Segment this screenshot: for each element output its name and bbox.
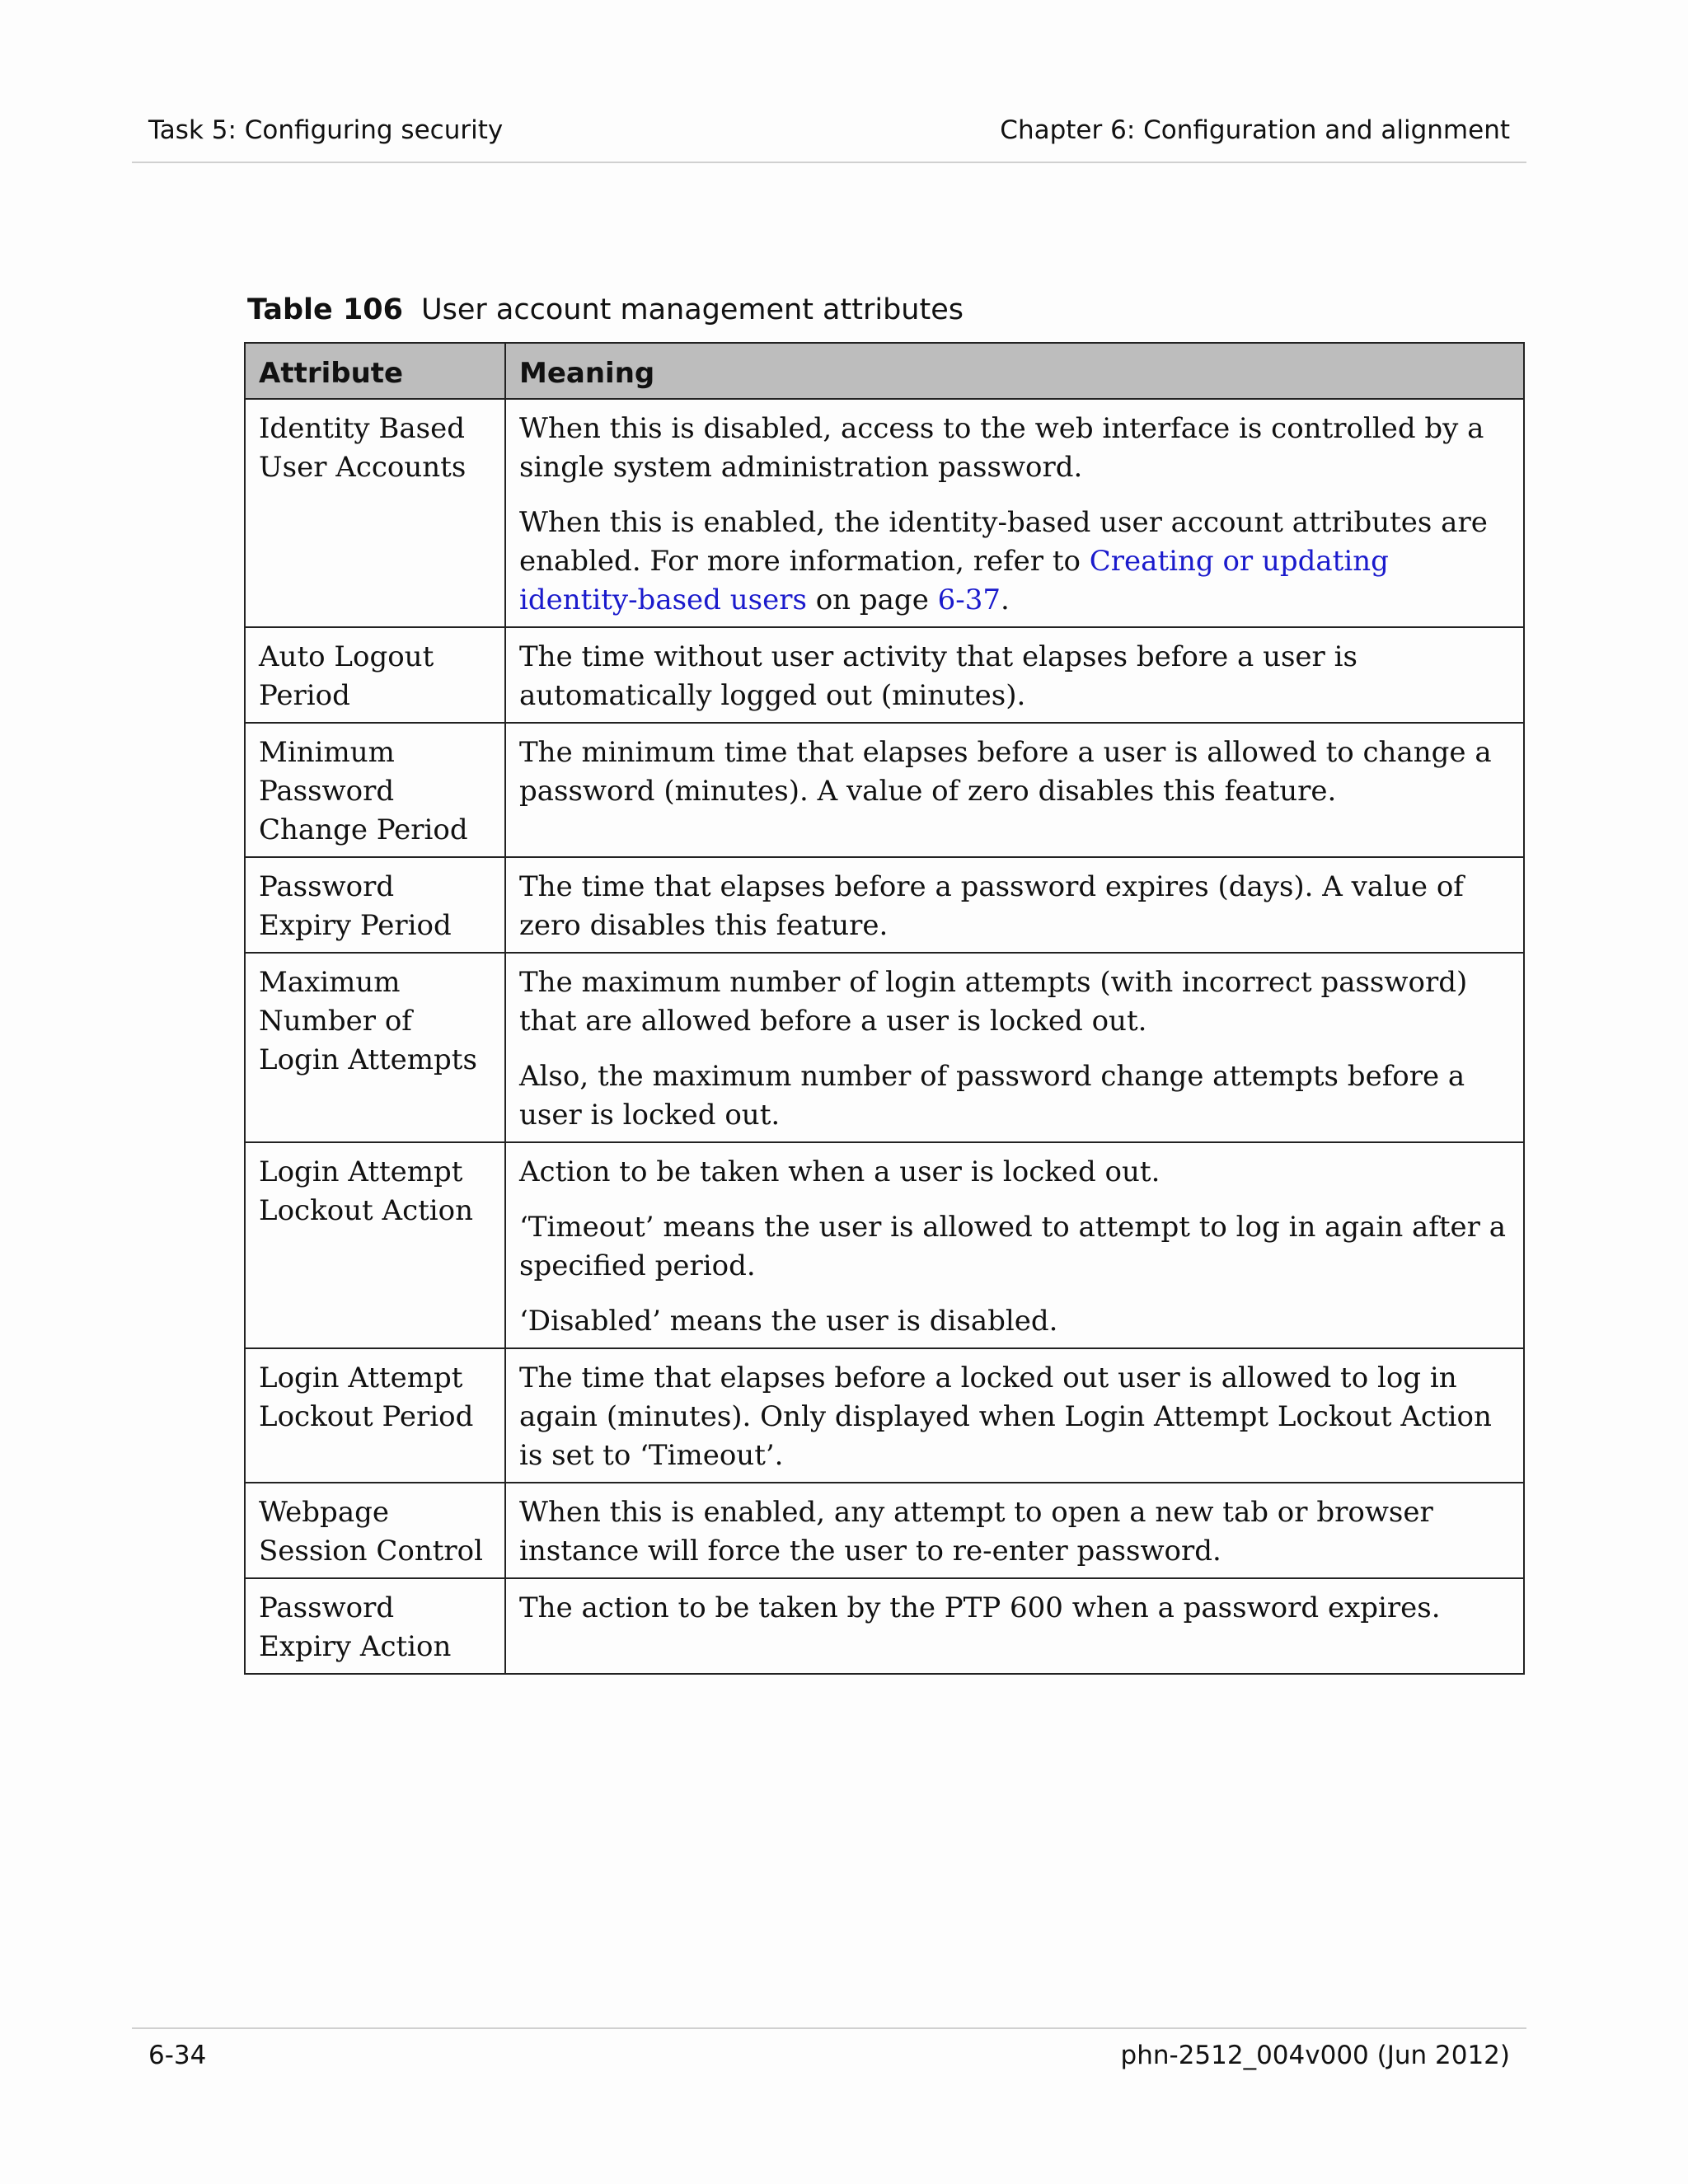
meaning-text: When this is enabled, the identity-based user account attributes are enabled. For more information, refer to: [519, 506, 1488, 578]
meaning-cell: [505, 1348, 1524, 1483]
table-row: [245, 723, 1524, 857]
page-number: 6-34: [148, 2041, 207, 2070]
footer-divider: [132, 2027, 1526, 2029]
meaning-text: on page: [806, 583, 938, 616]
meaning-paragraph: The minimum time that elapses before a user is allowed to change a password (minutes). A value of zero disables this feature.: [519, 736, 1492, 808]
attribute-cell: Password Expiry Period: [245, 857, 505, 953]
meaning-paragraph: When this is enabled, any attempt to open a new tab or browser instance will force the user to re-enter password.: [519, 1496, 1433, 1568]
meaning-paragraph: ‘Timeout’ means the user is allowed to attempt to log in again after a specified period.: [519, 1211, 1507, 1282]
table-row: [245, 1348, 1524, 1483]
attribute-cell: Password Expiry Action: [245, 1578, 505, 1674]
table-row: [245, 1142, 1524, 1348]
running-header-right: Chapter 6: Configuration and alignment: [1000, 115, 1510, 145]
table-caption-number: Table 106: [247, 293, 404, 326]
meaning-cell: [505, 1578, 1524, 1674]
meaning-cell: [505, 857, 1524, 953]
column-header-meaning: Meaning: [505, 343, 1524, 399]
table-caption: [247, 293, 964, 326]
meaning-paragraph: The time that elapses before a password expires (days). A value of zero disables this feature.: [519, 870, 1464, 942]
running-header-left: Task 5: Configuring security: [148, 115, 504, 145]
table-row: [245, 1483, 1524, 1578]
attribute-cell: Identity Based User Accounts: [245, 399, 505, 627]
creating-identity-users-link[interactable]: Creating or updating identity-based users: [519, 545, 1389, 616]
page-reference-link[interactable]: 6-37: [937, 583, 1001, 616]
meaning-text: .: [1001, 583, 1010, 616]
table-header-row: [245, 343, 1524, 399]
meaning-paragraph: When this is disabled, access to the web interface is controlled by a single system administration password.: [519, 412, 1484, 484]
attribute-cell: Maximum Number of Login Attempts: [245, 953, 505, 1142]
meaning-cell: [505, 723, 1524, 857]
attributes-table: [244, 342, 1525, 1675]
meaning-paragraph: The maximum number of login attempts (with incorrect password) that are allowed before a user is locked out.: [519, 966, 1468, 1038]
meaning-cell: [505, 399, 1524, 627]
meaning-paragraph: Action to be taken when a user is locked out.: [519, 1155, 1160, 1188]
meaning-paragraph: The time without user activity that elapses before a user is automatically logged out (minutes).: [519, 640, 1357, 712]
attribute-cell: Auto Logout Period: [245, 627, 505, 723]
attribute-cell: Minimum Password Change Period: [245, 723, 505, 857]
attribute-cell: Webpage Session Control: [245, 1483, 505, 1578]
table-row: [245, 953, 1524, 1142]
meaning-paragraph: The time that elapses before a locked out user is allowed to log in again (minutes). Only displayed when Login Attempt Lockout Action is set to ‘Timeout’.: [519, 1361, 1492, 1472]
header-divider: [132, 162, 1526, 163]
meaning-cell: [505, 953, 1524, 1142]
meaning-paragraph: Also, the maximum number of password change attempts before a user is locked out.: [519, 1060, 1465, 1132]
table-caption-title: User account management attributes: [421, 293, 964, 326]
meaning-cell: [505, 1142, 1524, 1348]
meaning-paragraph: ‘Disabled’ means the user is disabled.: [519, 1305, 1058, 1338]
attribute-cell: Login Attempt Lockout Action: [245, 1142, 505, 1348]
meaning-paragraph: The action to be taken by the PTP 600 when a password expires.: [519, 1591, 1441, 1624]
table-row: [245, 857, 1524, 953]
table-row: [245, 627, 1524, 723]
table-row: [245, 399, 1524, 627]
attribute-cell: Login Attempt Lockout Period: [245, 1348, 505, 1483]
table-row: [245, 1578, 1524, 1674]
meaning-cell: [505, 1483, 1524, 1578]
meaning-paragraph: [519, 504, 1510, 620]
column-header-attribute: Attribute: [245, 343, 505, 399]
meaning-cell: [505, 627, 1524, 723]
document-reference: phn-2512_004v000 (Jun 2012): [1120, 2041, 1510, 2070]
